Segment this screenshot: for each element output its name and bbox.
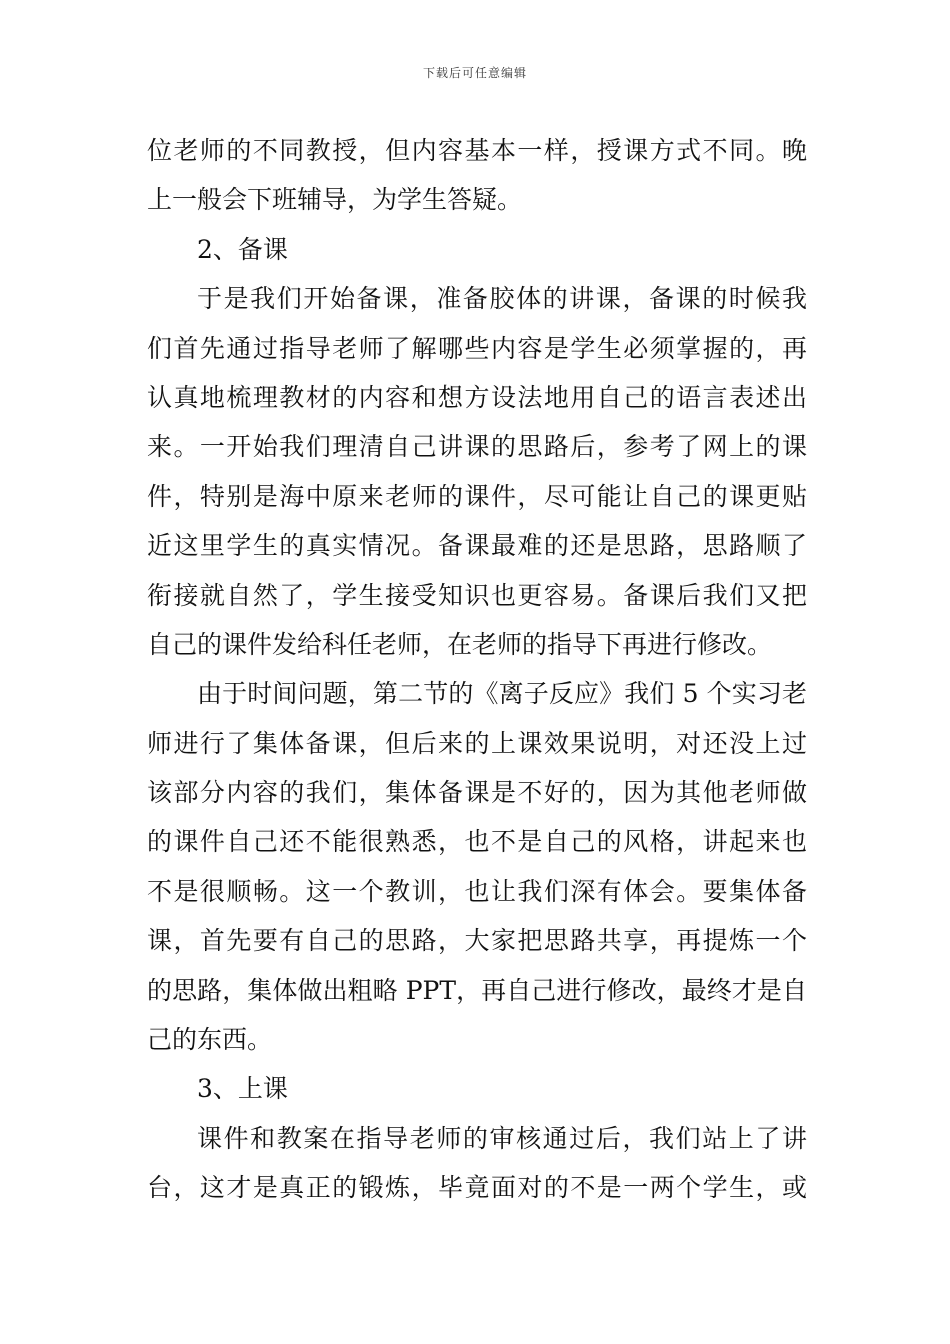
text-line: 不是很顺畅。这一个教训，也让我们深有体会。要集体备 <box>147 876 807 906</box>
text-line: 衔接就自然了，学生接受知识也更容易。备课后我们又把 <box>147 580 807 610</box>
text-line: 由于时间问题，第二节的《离子反应》我们 5 个实习老 <box>197 679 807 709</box>
text-line: 课件和教案在指导老师的审核通过后，我们站上了讲 <box>197 1123 807 1153</box>
text-line: 近这里学生的真实情况。备课最难的还是思路，思路顺了 <box>147 531 807 561</box>
text-line: 师进行了集体备课，但后来的上课效果说明，对还没上过 <box>147 728 807 758</box>
text-line: 3、上课 <box>197 1074 288 1104</box>
text-line: 位老师的不同教授，但内容基本一样，授课方式不同。晚 <box>147 136 807 165</box>
text-line: 自己的课件发给科任老师，在老师的指导下再进行修改。 <box>147 629 773 659</box>
text-line: 件，特别是海中原来老师的课件，尽可能让自己的课更贴 <box>147 481 807 511</box>
text-line: 的课件自己还不能很熟悉，也不是自己的风格，讲起来也 <box>147 827 807 857</box>
text-line: 来。一开始我们理清自己讲课的思路后，参考了网上的课 <box>147 432 807 462</box>
text-line: 该部分内容的我们，集体备课是不好的，因为其他老师做 <box>147 778 807 808</box>
text-line: 于是我们开始备课，准备胶体的讲课，备课的时候我 <box>197 284 807 314</box>
body-text <box>147 126 807 1213</box>
text-line: 认真地梳理教材的内容和想方设法地用自己的语言表述出 <box>147 382 807 412</box>
page-header: 下载后可任意编辑 <box>422 66 527 80</box>
text-line: 的思路，集体做出粗略 PPT，再自己进行修改，最终才是自 <box>147 975 807 1005</box>
text-line: 课，首先要有自己的思路，大家把思路共享，再提炼一个 <box>147 926 807 956</box>
text-line: 们首先通过指导老师了解哪些内容是学生必须掌握的，再 <box>147 333 807 363</box>
text-line: 上一般会下班辅导，为学生答疑。 <box>147 185 523 215</box>
text-line: 己的东西。 <box>147 1025 273 1055</box>
text-line: 2、备课 <box>197 234 288 264</box>
text-line: 台，这才是真正的锻炼，毕竟面对的不是一两个学生，或 <box>147 1173 807 1203</box>
